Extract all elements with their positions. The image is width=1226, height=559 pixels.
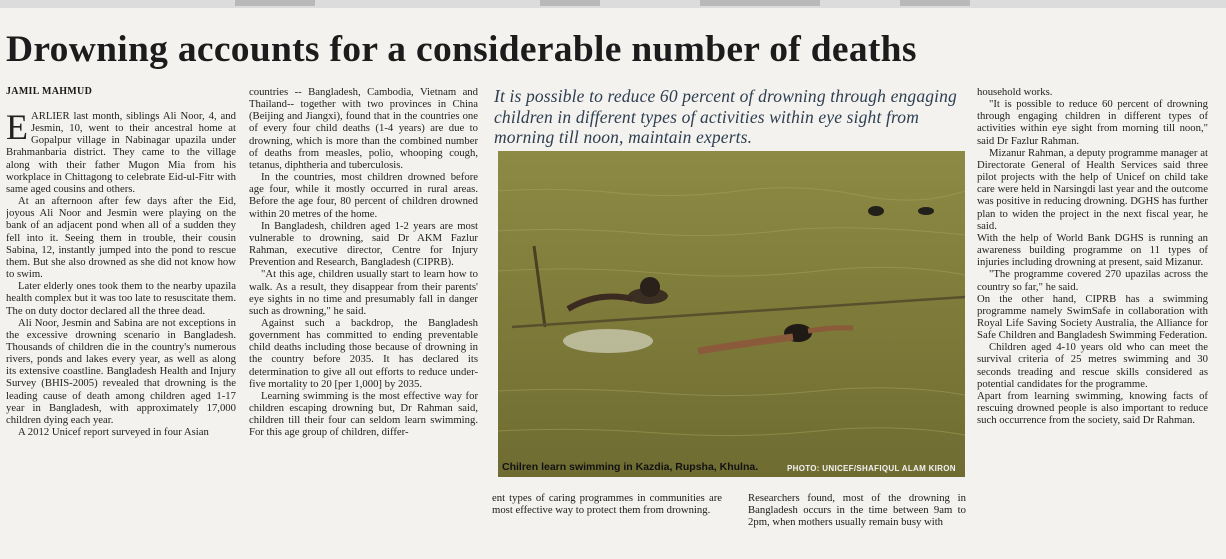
drop-cap: E xyxy=(6,110,28,147)
paragraph: In the countries, most children drowned before age four, while it mostly occurred in rural areas. Before the age four, 80 percent of children drowned within 20 metres of the home. xyxy=(249,171,478,220)
paragraph: A 2012 Unicef report surveyed in four Asian xyxy=(18,426,209,439)
paragraph: Researchers found, most of the drowning in Bangladesh occurs in the time between 9am to 2pm, when mothers usually remain busy with xyxy=(748,492,966,529)
column-3 xyxy=(492,492,722,516)
top-strip xyxy=(0,0,1226,8)
paragraph: In Bangladesh, children aged 1-2 years are most vulnerable to drowning, said Dr AKM Fazlur Rahman, executive director, Centre for Injury Prevention and Research, Bangladesh (CIPRB). xyxy=(249,219,478,269)
paragraph: Children aged 4-10 years old who can meet the survival criteria of 25 metres swimming and 30 seconds treading and rescue skills considered as potential candidates for the programme. xyxy=(977,341,1208,390)
swimming-photo xyxy=(498,151,965,477)
paragraph: ent types of caring programmes in communities are most effective way to protect them from drowning. xyxy=(492,492,722,517)
photo-caption: Chilren learn swimming in Kazdia, Rupsha, Khulna. xyxy=(502,461,759,473)
paragraph: Learning swimming is the most effective way for children escaping drowning but, Dr Rahman said, children till their four can seldom learn swimming. For this age group of children, differ- xyxy=(249,389,478,439)
byline: JAMIL MAHMUD xyxy=(6,86,93,97)
paragraph: "It is possible to reduce 60 percent of drowning through engaging children in different types of activities within eye sight from morning till noon," said Dr Fazlur Rahman. xyxy=(977,98,1208,147)
column-4 xyxy=(748,492,966,528)
paragraph: Mizanur Rahman, a deputy programme manager at Directorate General of Health Services said three pilot projects with the help of Unicef on child take care were held in Narsingdi last year and the outcome was positive in reducing drowning. DGHS has further plan to widen the project in the next fiscal year, he said. xyxy=(977,146,1208,232)
paragraph: At an afternoon after few days after the Eid, joyous Ali Noor and Jesmin were playing on the bank of an adjacent pond when all of a sudden they fell into it. Seeing them in trouble, their cousin Sabina, 12, instantly jumped into the pond to rescue them. But she also drowned as she did not know how to swim. xyxy=(6,195,236,281)
paragraph: Later elderly ones took them to the nearby upazila health complex but it was too late to resuscitate them. The on duty doctor declared all the three dead. xyxy=(6,280,236,317)
paragraph: With the help of World Bank DGHS is running an awareness building programme on 11 types of injuries including drowning at present, said Mizanur. xyxy=(977,231,1208,269)
paragraph: household works. xyxy=(977,86,1053,98)
paragraph: "At this age, children usually start to learn how to walk. As a result, they disappear from their parents' eye sights in no time and presumably fall in danger such as drowning," he said. xyxy=(249,268,478,317)
paragraph: On the other hand, CIPRB has a swimming programme namely SwimSafe in collaboration with Royal Life Saving Society Australia, the Alliance for Safe Children and Bangladesh Swimming Federation. xyxy=(977,292,1208,342)
column-2 xyxy=(249,86,478,536)
column-5 xyxy=(977,86,1208,551)
paragraph: EARLIER last month, siblings Ali Noor, 4, and Jesmin, 10, went to their ancestral home at Gopalpur village in Nabinagar upazila under Brahmanbaria district. They came to the village along with their father Mugon Mia from his workplace in Chittagong to celebrate Eid-ul-Fitr with same aged cousins and others. xyxy=(6,110,236,195)
paragraph: Apart from learning swimming, knowing facts of rescuing drowned people is also important to reduce such occurrence from the society, said Dr Rahman. xyxy=(977,389,1208,427)
paragraph: Against such a backdrop, the Bangladesh government has committed to ending preventable child deaths including those because of drowning in the country before 2035. It has declared its determination to give all out efforts to reduce under-five mortality to 20 [per 1,000] by 2035. xyxy=(249,316,478,390)
headline: Drowning accounts for a considerable number of deaths xyxy=(6,29,917,70)
photo-credit: PHOTO: UNICEF/SHAFIQUL ALAM KIRON xyxy=(787,464,956,473)
paragraph: "The programme covered 270 upazilas across the country so far," he said. xyxy=(977,268,1208,293)
paragraph: Ali Noor, Jesmin and Sabina are not exceptions in the excessive drowning scenario in Bangladesh. Thousands of children die in the country's numerous rivers, ponds and lakes every year, as well as along its extensive coastline. Bangladesh Health and Injury Survey (BHIS-2005) revealed that drowning is the leading cause of death among children aged 1-17 year in Bangladesh, with approximately 17,000 children dying each year. xyxy=(6,316,236,426)
column-1 xyxy=(6,110,236,550)
pull-quote: It is possible to reduce 60 percent of drowning through engaging children in different types of activities within eye sight from morning till noon, maintain experts. xyxy=(494,86,957,147)
paragraph: countries -- Bangladesh, Cambodia, Vietnam and Thailand-- together with two provinces in China (Beijing and Jiangxi), found that in the countries one of every four child deaths (1-4 years) are due to drowning, which is more than the combined number of deaths from measles, polio, whooping cough, tetanus, diphtheria and tuberculosis. xyxy=(249,86,478,171)
